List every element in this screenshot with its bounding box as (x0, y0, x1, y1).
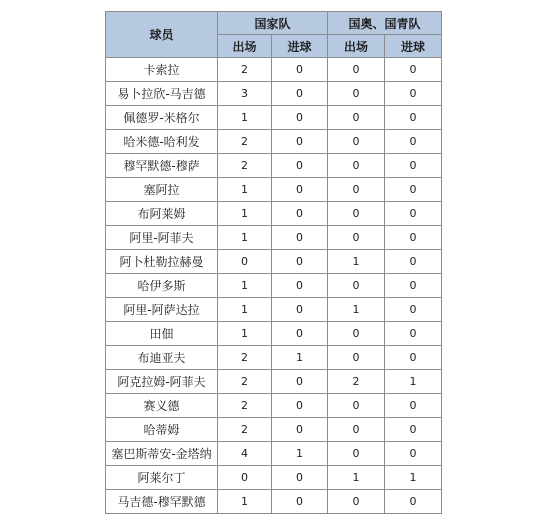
table-row (106, 298, 442, 322)
oy-goals-cell: 0 (385, 322, 442, 346)
oy-apps-cell: 0 (328, 418, 385, 442)
oy-goals-cell: 0 (385, 130, 442, 154)
oy-goals-cell: 1 (385, 466, 442, 490)
nt-goals-cell: 0 (272, 178, 328, 202)
table-row (106, 58, 442, 82)
nt-goals-cell: 0 (272, 274, 328, 298)
player-name-cell: 易卜拉欣-马吉德 (106, 82, 218, 106)
oy-apps-cell: 0 (328, 58, 385, 82)
nt-apps-cell: 2 (218, 394, 272, 418)
nt-apps-cell: 1 (218, 322, 272, 346)
nt-apps-cell: 2 (218, 370, 272, 394)
player-name-cell: 马吉德-穆罕默德 (106, 490, 218, 514)
oy-goals-cell: 0 (385, 418, 442, 442)
olympic-youth-header: 国奥、国青队 (328, 12, 442, 35)
player-name-cell: 田佃 (106, 322, 218, 346)
player-column-header: 球员 (106, 12, 218, 58)
player-name-cell: 阿卜杜勒拉赫曼 (106, 250, 218, 274)
table-row (106, 490, 442, 514)
oy-goals-cell: 1 (385, 370, 442, 394)
table-header (106, 12, 442, 58)
oy-apps-cell: 0 (328, 226, 385, 250)
table-row (106, 322, 442, 346)
player-name-cell: 布阿莱姆 (106, 202, 218, 226)
table-row (106, 154, 442, 178)
table-row (106, 274, 442, 298)
table-row (106, 346, 442, 370)
nt-goals-cell: 0 (272, 226, 328, 250)
nt-goals-cell: 0 (272, 490, 328, 514)
nt-apps-cell: 0 (218, 466, 272, 490)
nt-goals-cell: 0 (272, 250, 328, 274)
oy-apps-header: 出场 (328, 35, 385, 58)
oy-goals-cell: 0 (385, 106, 442, 130)
nt-apps-header: 出场 (218, 35, 272, 58)
oy-goals-cell: 0 (385, 178, 442, 202)
nt-apps-cell: 1 (218, 226, 272, 250)
player-name-cell: 哈蒂姆 (106, 418, 218, 442)
oy-apps-cell: 0 (328, 178, 385, 202)
table-row (106, 82, 442, 106)
nt-goals-cell: 0 (272, 58, 328, 82)
nt-goals-cell: 1 (272, 346, 328, 370)
table-row (106, 442, 442, 466)
oy-goals-header: 进球 (385, 35, 442, 58)
player-name-cell: 布迪亚夫 (106, 346, 218, 370)
oy-apps-cell: 0 (328, 154, 385, 178)
nt-apps-cell: 2 (218, 418, 272, 442)
table-row (106, 250, 442, 274)
nt-apps-cell: 2 (218, 58, 272, 82)
nt-goals-cell: 0 (272, 130, 328, 154)
nt-apps-cell: 1 (218, 298, 272, 322)
oy-goals-cell: 0 (385, 58, 442, 82)
table-row (106, 370, 442, 394)
oy-goals-cell: 0 (385, 274, 442, 298)
player-name-cell: 阿克拉姆-阿菲夫 (106, 370, 218, 394)
oy-goals-cell: 0 (385, 346, 442, 370)
player-name-cell: 塞阿拉 (106, 178, 218, 202)
player-name-cell: 赛义德 (106, 394, 218, 418)
nt-apps-cell: 1 (218, 106, 272, 130)
nt-apps-cell: 2 (218, 130, 272, 154)
oy-goals-cell: 0 (385, 154, 442, 178)
nt-goals-cell: 1 (272, 442, 328, 466)
table-row (106, 178, 442, 202)
nt-goals-header: 进球 (272, 35, 328, 58)
nt-apps-cell: 1 (218, 202, 272, 226)
table-row (106, 418, 442, 442)
oy-apps-cell: 0 (328, 346, 385, 370)
table-row (106, 466, 442, 490)
nt-apps-cell: 0 (218, 250, 272, 274)
nt-apps-cell: 2 (218, 346, 272, 370)
table-row (106, 106, 442, 130)
player-name-cell: 哈米德-哈利发 (106, 130, 218, 154)
player-name-cell: 哈伊多斯 (106, 274, 218, 298)
oy-apps-cell: 1 (328, 466, 385, 490)
table-row (106, 202, 442, 226)
nt-apps-cell: 1 (218, 274, 272, 298)
table-row (106, 226, 442, 250)
table-row (106, 394, 442, 418)
header-row-top (106, 12, 442, 35)
nt-apps-cell: 2 (218, 154, 272, 178)
nt-goals-cell: 0 (272, 466, 328, 490)
oy-apps-cell: 0 (328, 82, 385, 106)
oy-apps-cell: 2 (328, 370, 385, 394)
oy-apps-cell: 0 (328, 202, 385, 226)
nt-goals-cell: 0 (272, 154, 328, 178)
player-name-cell: 阿里-阿萨达拉 (106, 298, 218, 322)
nt-goals-cell: 0 (272, 418, 328, 442)
oy-goals-cell: 0 (385, 226, 442, 250)
nt-goals-cell: 0 (272, 82, 328, 106)
table-row (106, 130, 442, 154)
nt-goals-cell: 0 (272, 106, 328, 130)
oy-apps-cell: 0 (328, 322, 385, 346)
oy-apps-cell: 0 (328, 274, 385, 298)
nt-apps-cell: 1 (218, 490, 272, 514)
nt-apps-cell: 1 (218, 178, 272, 202)
player-name-cell: 阿莱尔丁 (106, 466, 218, 490)
oy-apps-cell: 0 (328, 490, 385, 514)
oy-apps-cell: 0 (328, 442, 385, 466)
nt-goals-cell: 0 (272, 394, 328, 418)
nt-goals-cell: 0 (272, 322, 328, 346)
oy-goals-cell: 0 (385, 298, 442, 322)
oy-goals-cell: 0 (385, 202, 442, 226)
nt-apps-cell: 3 (218, 82, 272, 106)
table-body (106, 58, 442, 514)
oy-apps-cell: 0 (328, 106, 385, 130)
nt-goals-cell: 0 (272, 202, 328, 226)
oy-apps-cell: 0 (328, 130, 385, 154)
player-name-cell: 卡索拉 (106, 58, 218, 82)
player-name-cell: 塞巴斯蒂安-金塔纳 (106, 442, 218, 466)
oy-apps-cell: 0 (328, 394, 385, 418)
player-name-cell: 佩德罗-米格尔 (106, 106, 218, 130)
oy-goals-cell: 0 (385, 442, 442, 466)
oy-apps-cell: 1 (328, 250, 385, 274)
oy-apps-cell: 1 (328, 298, 385, 322)
oy-goals-cell: 0 (385, 490, 442, 514)
nt-goals-cell: 0 (272, 298, 328, 322)
national-team-header: 国家队 (218, 12, 328, 35)
player-name-cell: 阿里-阿菲夫 (106, 226, 218, 250)
nt-apps-cell: 4 (218, 442, 272, 466)
nt-goals-cell: 0 (272, 370, 328, 394)
oy-goals-cell: 0 (385, 250, 442, 274)
oy-goals-cell: 0 (385, 394, 442, 418)
oy-goals-cell: 0 (385, 82, 442, 106)
player-stats-table (105, 11, 442, 514)
player-name-cell: 穆罕默德-穆萨 (106, 154, 218, 178)
